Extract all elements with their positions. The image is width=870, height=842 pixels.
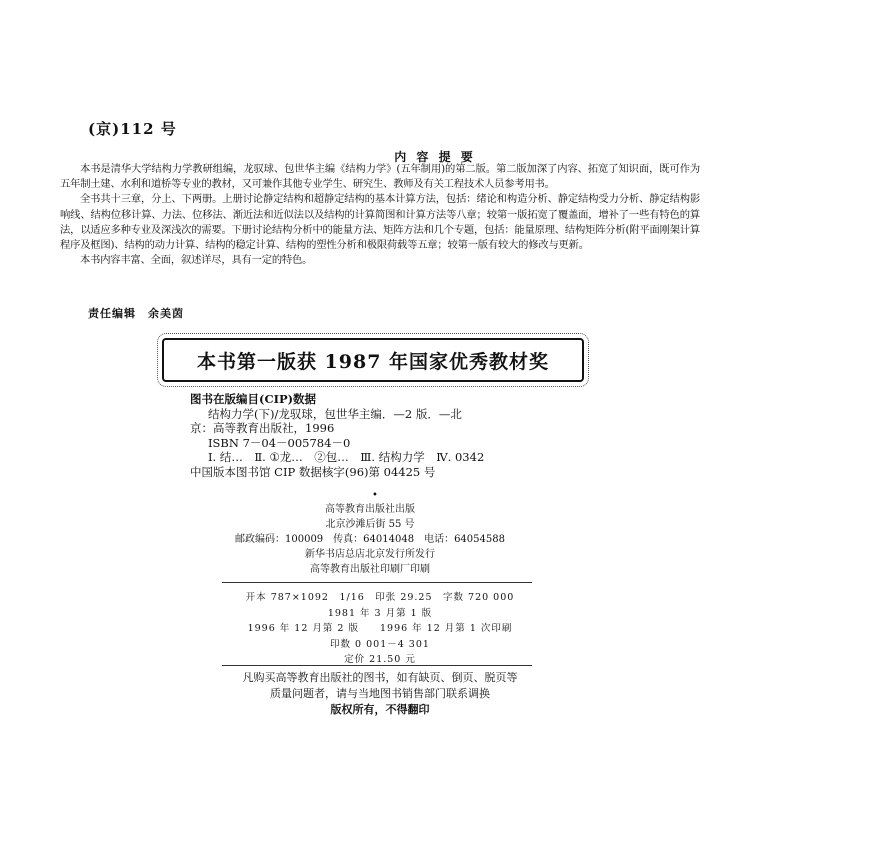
editor-label: 责任编辑 (88, 307, 136, 320)
cip-line: ISBN 7－04－005784－0 (208, 435, 351, 450)
publisher-line: 高等教育出版社出版 (325, 504, 415, 515)
editor-name: 余美茵 (148, 307, 184, 320)
divider-line (222, 582, 532, 583)
cip-block (190, 392, 484, 479)
summary-paragraph: 本书内容丰富、全面，叙述详尽，具有一定的特色。 (80, 254, 313, 267)
notice-line: 凡购买高等教育出版社的图书，如有缺页、倒页、脱页等 (242, 671, 518, 684)
divider-line (222, 665, 532, 666)
spec-line: 开本 787×1092 1/16 印张 29.25 字数 720 000 (245, 592, 515, 603)
cip-line: 结构力学(下)/龙驭球，包世华主编．—2 版．—北 (208, 406, 462, 421)
summary-paragraph: 全书共十三章，分上、下两册。上册讨论静定结构和超静定结构的基本计算方法，包括：绪论和构造分析、静定结构受力分析、静定结构影响线、结构位移计算、力法、位移法、渐近法和近似法以及结构的计算简图和计算方法等八章；较第一版拓宽了覆盖面，增补了一些有特色的算法，以适应多种专业及深浅次的需要。下册讨论结构分析中的能量方法、矩阵方法和几个专题，包括：能量原理、结构矩阵分析(附平面刚架计算程序及框图)、结构的动力计算、结构的稳定计算、结构的塑性分析和极限荷载等五章；较第一版有较大的修改与更新。 (60, 193, 700, 252)
spec-line: 1981 年 3 月第 1 版 (327, 607, 433, 619)
cip-approval: 中国版本图书馆 CIP 数据核字(96)第 04425 号 (190, 464, 436, 479)
cip-line: 京：高等教育出版社，1996 (190, 421, 335, 435)
award-text: 本书第一版获 1987 年国家优秀教材奖 (196, 350, 550, 373)
price-line: 定价 21.50 元 (344, 654, 416, 665)
license-code: (京)112 号 (88, 120, 177, 138)
publisher-line: 高等教育出版社印刷厂印刷 (310, 564, 430, 575)
cip-title: 图书在版编目(CIP)数据 (190, 392, 317, 406)
summary-title: 内 容 提 要 (394, 150, 476, 164)
publisher-line: 新华书店总店北京发行所发行 (305, 549, 435, 560)
notice-line: 质量问题者，请与当地图书销售部门联系调换 (270, 687, 490, 700)
copyright-notice: 版权所有，不得翻印 (330, 703, 430, 716)
notice-block (0, 670, 760, 718)
edition-specs (0, 590, 760, 668)
summary-paragraph: 本书是清华大学结构力学教研组编，龙驭球、包世华主编《结构力学》(五年制用)的第二版。第二版加深了内容、拓宽了知识面，既可作为五年制土建、水利和道桥等专业的教材，又可兼作其他专业学生、研究生、教师及有关工程技术人员参考用书。 (60, 163, 700, 191)
spec-line: 印数 0 001－4 301 (330, 638, 430, 650)
publisher-line: 北京沙滩后街 55 号 (325, 519, 415, 530)
cip-line: Ⅰ. 结… Ⅱ. ①龙… ②包… Ⅲ. 结构力学 Ⅳ. 0342 (208, 450, 485, 464)
separator-dot: • (372, 490, 378, 501)
award-banner (162, 338, 584, 382)
publisher-line: 邮政编码：100009 传真：64014048 电话：64054588 (235, 534, 505, 545)
spec-line: 1996 年 12 月第 2 版 1996 年 12 月第 1 次印刷 (247, 623, 513, 634)
editor-credit (88, 305, 184, 321)
summary-text (60, 162, 700, 268)
publisher-block (0, 502, 740, 577)
